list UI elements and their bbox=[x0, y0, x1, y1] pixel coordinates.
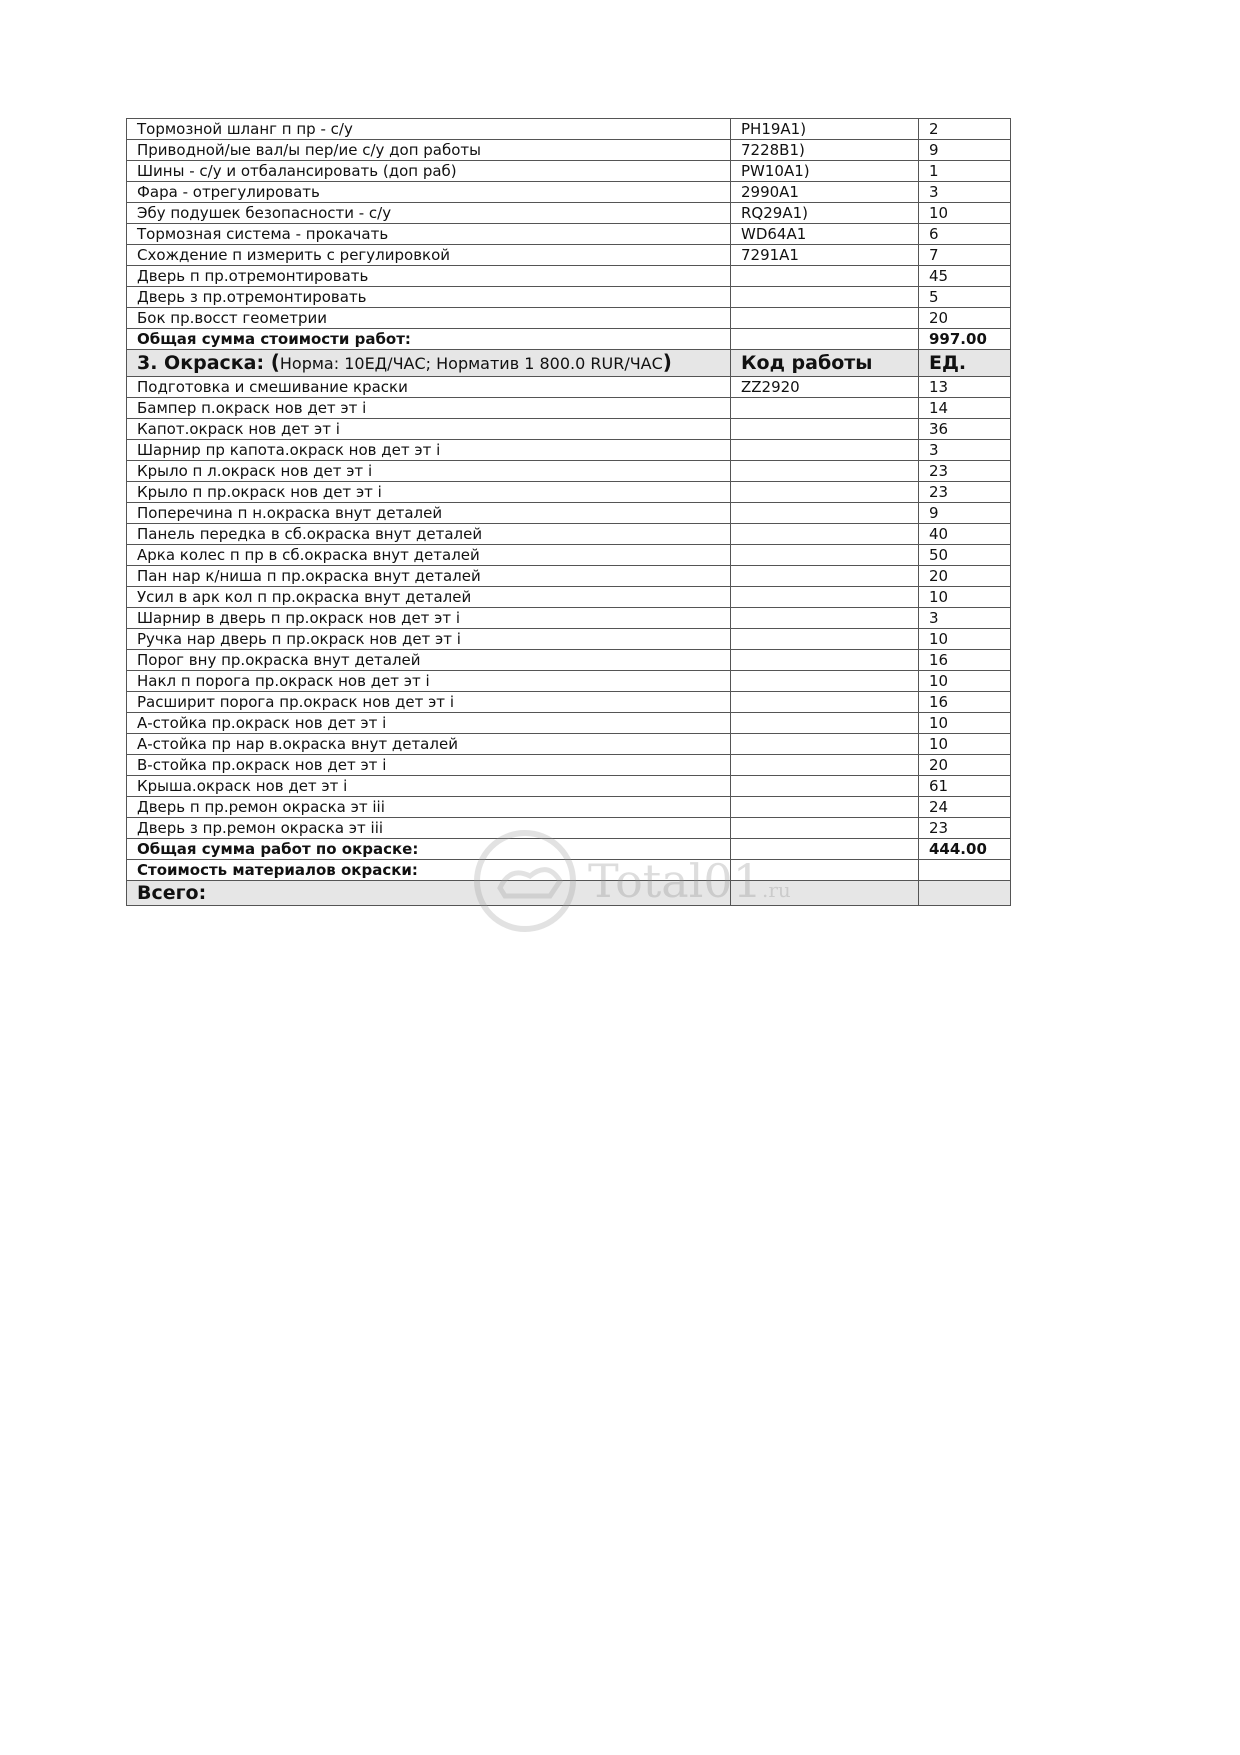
row-units: 10 bbox=[919, 713, 1011, 734]
row-units: 61 bbox=[919, 776, 1011, 797]
grand-total-label: Всего: bbox=[127, 881, 731, 906]
table-row bbox=[127, 755, 1011, 776]
row-units: 9 bbox=[919, 140, 1011, 161]
row-code bbox=[731, 482, 919, 503]
row-units: 45 bbox=[919, 266, 1011, 287]
paint-section-header bbox=[127, 350, 1011, 377]
row-name: Дверь з пр.отремонтировать bbox=[127, 287, 731, 308]
row-name: Крыло п пр.окраск нов дет эт i bbox=[127, 482, 731, 503]
row-units: 5 bbox=[919, 287, 1011, 308]
work-rows bbox=[127, 119, 1011, 329]
materials-code bbox=[731, 860, 919, 881]
row-code bbox=[731, 266, 919, 287]
table-row bbox=[127, 545, 1011, 566]
table-row bbox=[127, 797, 1011, 818]
row-code bbox=[731, 629, 919, 650]
table-row bbox=[127, 692, 1011, 713]
table-row bbox=[127, 308, 1011, 329]
row-units: 20 bbox=[919, 308, 1011, 329]
row-code bbox=[731, 419, 919, 440]
col-code-header: Код работы bbox=[731, 350, 919, 377]
col-units-header: ЕД. bbox=[919, 350, 1011, 377]
paint-section-row bbox=[127, 350, 1011, 377]
row-units: 23 bbox=[919, 482, 1011, 503]
row-code bbox=[731, 608, 919, 629]
row-name: Подготовка и смешивание краски bbox=[127, 377, 731, 398]
row-code: PW10A1) bbox=[731, 161, 919, 182]
row-code bbox=[731, 818, 919, 839]
row-code bbox=[731, 398, 919, 419]
row-name: Шарнир в дверь п пр.окраск нов дет эт i bbox=[127, 608, 731, 629]
row-code: 2990A1 bbox=[731, 182, 919, 203]
row-code bbox=[731, 671, 919, 692]
row-code: PH19A1) bbox=[731, 119, 919, 140]
row-units: 23 bbox=[919, 461, 1011, 482]
row-name: Ручка нар дверь п пр.окраск нов дет эт i bbox=[127, 629, 731, 650]
paint-rows bbox=[127, 377, 1011, 839]
grand-total-row bbox=[127, 881, 1011, 906]
row-name: Приводной/ые вал/ы пер/ие с/у доп работы bbox=[127, 140, 731, 161]
row-name: Дверь п пр.ремон окраска эт iii bbox=[127, 797, 731, 818]
table-row bbox=[127, 182, 1011, 203]
row-name: Арка колес п пр в сб.окраска внут деталей bbox=[127, 545, 731, 566]
row-code bbox=[731, 524, 919, 545]
row-code: 7228B1) bbox=[731, 140, 919, 161]
row-units: 9 bbox=[919, 503, 1011, 524]
row-code bbox=[731, 308, 919, 329]
row-units: 20 bbox=[919, 566, 1011, 587]
table-row bbox=[127, 482, 1011, 503]
table-row bbox=[127, 398, 1011, 419]
work-total bbox=[127, 329, 1011, 350]
paren-open: ( bbox=[270, 350, 280, 374]
row-units: 10 bbox=[919, 629, 1011, 650]
row-units: 23 bbox=[919, 818, 1011, 839]
row-name: Крыша.окраск нов дет эт i bbox=[127, 776, 731, 797]
table-row bbox=[127, 245, 1011, 266]
row-name: Шины - с/у и отбалансировать (доп раб) bbox=[127, 161, 731, 182]
row-name: Дверь з пр.ремон окраска эт iii bbox=[127, 818, 731, 839]
row-units: 10 bbox=[919, 671, 1011, 692]
work-total-row bbox=[127, 329, 1011, 350]
row-name: Фара - отрегулировать bbox=[127, 182, 731, 203]
row-name: Панель передка в сб.окраска внут деталей bbox=[127, 524, 731, 545]
row-units: 50 bbox=[919, 545, 1011, 566]
table-row bbox=[127, 650, 1011, 671]
row-units: 3 bbox=[919, 182, 1011, 203]
row-units: 24 bbox=[919, 797, 1011, 818]
row-name: Тормозной шланг п пр - с/у bbox=[127, 119, 731, 140]
work-total-code bbox=[731, 329, 919, 350]
row-name: Бок пр.восст геометрии bbox=[127, 308, 731, 329]
paint-total-row bbox=[127, 839, 1011, 860]
watermark-suffix: .ru bbox=[761, 878, 791, 902]
row-code bbox=[731, 692, 919, 713]
row-name: Порог вну пр.окраска внут деталей bbox=[127, 650, 731, 671]
row-code bbox=[731, 440, 919, 461]
row-units: 10 bbox=[919, 203, 1011, 224]
paint-section-title-cell bbox=[127, 350, 731, 377]
row-code: 7291A1 bbox=[731, 245, 919, 266]
row-name: Шарнир пр капота.окраск нов дет эт i bbox=[127, 440, 731, 461]
row-units: 2 bbox=[919, 119, 1011, 140]
row-units: 1 bbox=[919, 161, 1011, 182]
row-code bbox=[731, 587, 919, 608]
paint-total-code bbox=[731, 839, 919, 860]
grand-total-value bbox=[919, 881, 1011, 906]
row-name: Эбу подушек безопасности - с/у bbox=[127, 203, 731, 224]
row-name: В-стойка пр.окраск нов дет эт i bbox=[127, 755, 731, 776]
row-units: 16 bbox=[919, 692, 1011, 713]
row-name: Пан нар к/ниша п пр.окраска внут деталей bbox=[127, 566, 731, 587]
row-code bbox=[731, 734, 919, 755]
row-units: 14 bbox=[919, 398, 1011, 419]
table-row bbox=[127, 377, 1011, 398]
row-units: 40 bbox=[919, 524, 1011, 545]
estimate-table bbox=[126, 118, 1011, 906]
row-code bbox=[731, 797, 919, 818]
row-code bbox=[731, 461, 919, 482]
table-row bbox=[127, 161, 1011, 182]
table-row bbox=[127, 266, 1011, 287]
row-name: Капот.окраск нов дет эт i bbox=[127, 419, 731, 440]
paint-total-value: 444.00 bbox=[919, 839, 1011, 860]
table-row bbox=[127, 140, 1011, 161]
row-name: Тормозная система - прокачать bbox=[127, 224, 731, 245]
row-code bbox=[731, 650, 919, 671]
table-row bbox=[127, 776, 1011, 797]
row-code bbox=[731, 755, 919, 776]
table-row bbox=[127, 734, 1011, 755]
row-name: Крыло п л.окраск нов дет эт i bbox=[127, 461, 731, 482]
table-row bbox=[127, 461, 1011, 482]
row-code bbox=[731, 287, 919, 308]
row-name: Усил в арк кол п пр.окраска внут деталей bbox=[127, 587, 731, 608]
table-row bbox=[127, 503, 1011, 524]
table-row bbox=[127, 287, 1011, 308]
row-units: 3 bbox=[919, 608, 1011, 629]
materials-label: Стоимость материалов окраски: bbox=[127, 860, 731, 881]
table-row bbox=[127, 419, 1011, 440]
row-name: Поперечина п н.окраска внут деталей bbox=[127, 503, 731, 524]
table-row bbox=[127, 671, 1011, 692]
row-code bbox=[731, 776, 919, 797]
row-name: А-стойка пр.окраск нов дет эт i bbox=[127, 713, 731, 734]
materials-value bbox=[919, 860, 1011, 881]
row-code: ZZ2920 bbox=[731, 377, 919, 398]
paint-section-title: 3. Окраска: bbox=[137, 352, 265, 374]
paint-norm: Норма: 10ЕД/ЧАС; Норматив 1 800.0 RUR/ЧАС bbox=[279, 354, 663, 373]
table-row bbox=[127, 587, 1011, 608]
row-code bbox=[731, 713, 919, 734]
paint-total-label: Общая сумма работ по окраске: bbox=[127, 839, 731, 860]
row-units: 7 bbox=[919, 245, 1011, 266]
row-code: WD64A1 bbox=[731, 224, 919, 245]
grand-total-code bbox=[731, 881, 919, 906]
row-code bbox=[731, 566, 919, 587]
table-row bbox=[127, 818, 1011, 839]
row-units: 36 bbox=[919, 419, 1011, 440]
materials-row bbox=[127, 860, 1011, 881]
row-units: 3 bbox=[919, 440, 1011, 461]
row-units: 10 bbox=[919, 587, 1011, 608]
row-code bbox=[731, 503, 919, 524]
table-row bbox=[127, 629, 1011, 650]
paren-close: ) bbox=[662, 350, 672, 374]
row-units: 13 bbox=[919, 377, 1011, 398]
row-code bbox=[731, 545, 919, 566]
table-row bbox=[127, 713, 1011, 734]
row-name: А-стойка пр нар в.окраска внут деталей bbox=[127, 734, 731, 755]
table-row bbox=[127, 440, 1011, 461]
work-total-label: Общая сумма стоимости работ: bbox=[127, 329, 731, 350]
table-row bbox=[127, 203, 1011, 224]
paint-totals bbox=[127, 839, 1011, 906]
table-row bbox=[127, 608, 1011, 629]
table-row bbox=[127, 119, 1011, 140]
row-name: Расширит порога пр.окраск нов дет эт i bbox=[127, 692, 731, 713]
row-name: Накл п порога пр.окраск нов дет эт i bbox=[127, 671, 731, 692]
table-row bbox=[127, 224, 1011, 245]
row-code: RQ29A1) bbox=[731, 203, 919, 224]
row-name: Бампер п.окраск нов дет эт i bbox=[127, 398, 731, 419]
table-row bbox=[127, 566, 1011, 587]
row-units: 16 bbox=[919, 650, 1011, 671]
row-units: 6 bbox=[919, 224, 1011, 245]
watermark-main: Total01 bbox=[588, 854, 762, 908]
row-units: 10 bbox=[919, 734, 1011, 755]
table-row bbox=[127, 524, 1011, 545]
row-name: Схождение п измерить с регулировкой bbox=[127, 245, 731, 266]
row-name: Дверь п пр.отремонтировать bbox=[127, 266, 731, 287]
row-units: 20 bbox=[919, 755, 1011, 776]
work-total-value: 997.00 bbox=[919, 329, 1011, 350]
